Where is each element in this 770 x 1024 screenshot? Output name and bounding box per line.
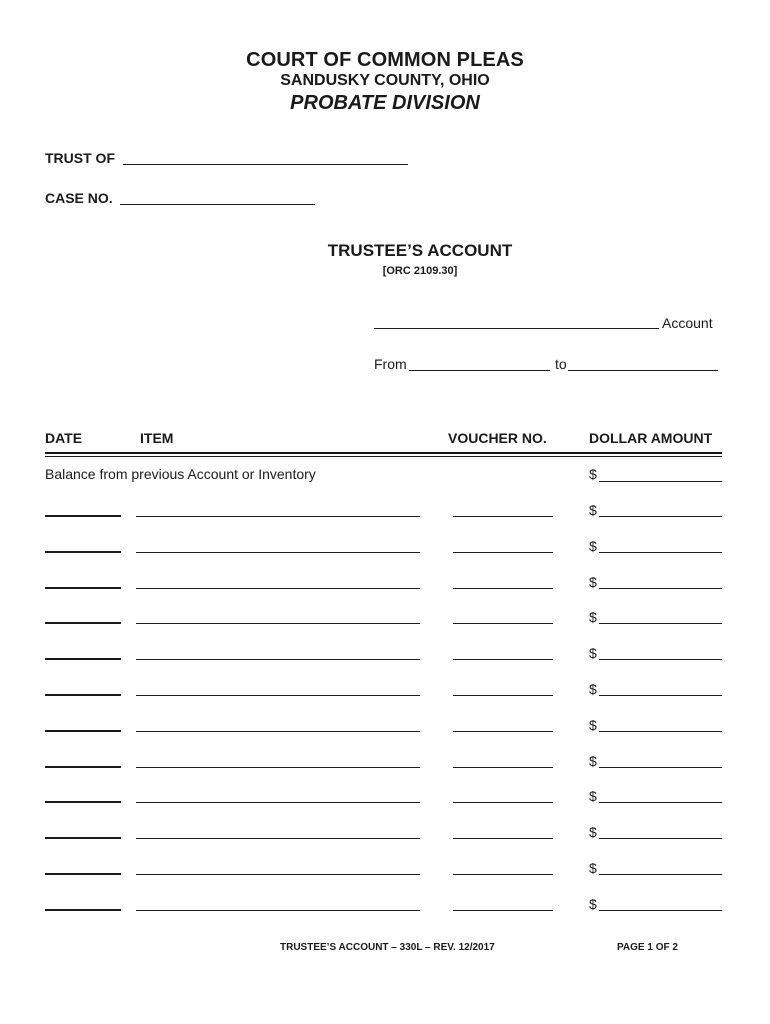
column-header-date: DATE: [45, 430, 83, 446]
entry-date-field[interactable]: [45, 801, 121, 803]
entry-item-field[interactable]: [136, 802, 420, 803]
entry-item-field[interactable]: [136, 623, 420, 624]
form-id-footer: TRUSTEE’S ACCOUNT – 330L – REV. 12/2017: [280, 942, 495, 953]
entry-date-field[interactable]: [45, 551, 121, 553]
header-rule-thin: [45, 456, 722, 457]
balance-label: Balance from previous Account or Inventory: [45, 466, 316, 482]
balance-amount-field[interactable]: [599, 481, 722, 482]
entry-voucher-field[interactable]: [453, 838, 553, 839]
form-title: TRUSTEE’S ACCOUNT: [327, 241, 513, 260]
entry-voucher-field[interactable]: [453, 659, 553, 660]
trust-of-field[interactable]: [123, 164, 408, 165]
column-header-item: ITEM: [140, 430, 174, 446]
entry-voucher-field[interactable]: [453, 731, 553, 732]
entry-currency: $: [589, 788, 597, 804]
entry-item-field[interactable]: [136, 731, 420, 732]
entry-item-field[interactable]: [136, 838, 420, 839]
entry-row: [0, 646, 770, 666]
entry-row: [0, 503, 770, 523]
to-date-field[interactable]: [568, 370, 718, 371]
entry-item-field[interactable]: [136, 874, 420, 875]
header-rule-thick: [45, 452, 722, 454]
entry-date-field[interactable]: [45, 658, 121, 660]
entry-date-field[interactable]: [45, 909, 121, 911]
from-label: From: [374, 356, 407, 372]
entry-amount-field[interactable]: [599, 623, 722, 624]
entry-currency: $: [589, 753, 597, 769]
entry-voucher-field[interactable]: [453, 802, 553, 803]
entry-item-field[interactable]: [136, 552, 420, 553]
entry-currency: $: [589, 681, 597, 697]
entry-voucher-field[interactable]: [453, 623, 553, 624]
entry-amount-field[interactable]: [599, 731, 722, 732]
entry-amount-field[interactable]: [599, 552, 722, 553]
entry-voucher-field[interactable]: [453, 516, 553, 517]
entry-currency: $: [589, 717, 597, 733]
balance-currency: $: [589, 466, 597, 482]
column-header-voucher: VOUCHER NO.: [448, 430, 547, 446]
entry-voucher-field[interactable]: [453, 910, 553, 911]
entry-row: [0, 682, 770, 702]
entry-date-field[interactable]: [45, 515, 121, 517]
case-no-label: CASE NO.: [45, 190, 113, 206]
entry-row: [0, 718, 770, 738]
entry-row: [0, 610, 770, 630]
entry-row: [0, 754, 770, 774]
entry-date-field[interactable]: [45, 766, 121, 768]
entry-voucher-field[interactable]: [453, 695, 553, 696]
to-label: to: [555, 356, 567, 372]
entry-voucher-field[interactable]: [453, 874, 553, 875]
entry-currency: $: [589, 538, 597, 554]
account-label: Account: [662, 315, 713, 331]
entry-currency: $: [589, 502, 597, 518]
entry-currency: $: [589, 824, 597, 840]
entry-currency: $: [589, 896, 597, 912]
entry-voucher-field[interactable]: [453, 588, 553, 589]
entry-amount-field[interactable]: [599, 838, 722, 839]
entry-date-field[interactable]: [45, 837, 121, 839]
entry-row: [0, 825, 770, 845]
entry-currency: $: [589, 860, 597, 876]
entry-amount-field[interactable]: [599, 516, 722, 517]
entry-item-field[interactable]: [136, 659, 420, 660]
column-header-amount: DOLLAR AMOUNT: [589, 430, 713, 446]
division-name: PROBATE DIVISION: [290, 92, 480, 114]
entry-currency: $: [589, 609, 597, 625]
entry-voucher-field[interactable]: [453, 552, 553, 553]
trust-of-label: TRUST OF: [45, 150, 115, 166]
account-ordinal-field[interactable]: [374, 328, 659, 329]
entry-amount-field[interactable]: [599, 802, 722, 803]
entry-item-field[interactable]: [136, 516, 420, 517]
entry-date-field[interactable]: [45, 587, 121, 589]
entry-currency: $: [589, 645, 597, 661]
entry-amount-field[interactable]: [599, 767, 722, 768]
entry-amount-field[interactable]: [599, 874, 722, 875]
court-title: COURT OF COMMON PLEAS: [246, 49, 524, 71]
entry-row: [0, 575, 770, 595]
entry-amount-field[interactable]: [599, 588, 722, 589]
entry-date-field[interactable]: [45, 730, 121, 732]
statute-reference: [ORC 2109.30]: [382, 265, 458, 277]
entry-item-field[interactable]: [136, 910, 420, 911]
case-no-field[interactable]: [120, 204, 315, 205]
entry-amount-field[interactable]: [599, 910, 722, 911]
entry-date-field[interactable]: [45, 873, 121, 875]
from-date-field[interactable]: [409, 370, 550, 371]
entry-item-field[interactable]: [136, 695, 420, 696]
entry-row: [0, 897, 770, 917]
entry-voucher-field[interactable]: [453, 767, 553, 768]
entry-amount-field[interactable]: [599, 695, 722, 696]
entry-date-field[interactable]: [45, 694, 121, 696]
entry-amount-field[interactable]: [599, 659, 722, 660]
county-name: SANDUSKY COUNTY, OHIO: [280, 72, 490, 89]
entry-row: [0, 861, 770, 881]
page-number: PAGE 1 OF 2: [617, 942, 678, 953]
entry-row: [0, 789, 770, 809]
entry-item-field[interactable]: [136, 767, 420, 768]
entry-row: [0, 539, 770, 559]
entry-item-field[interactable]: [136, 588, 420, 589]
entry-date-field[interactable]: [45, 622, 121, 624]
entry-currency: $: [589, 574, 597, 590]
